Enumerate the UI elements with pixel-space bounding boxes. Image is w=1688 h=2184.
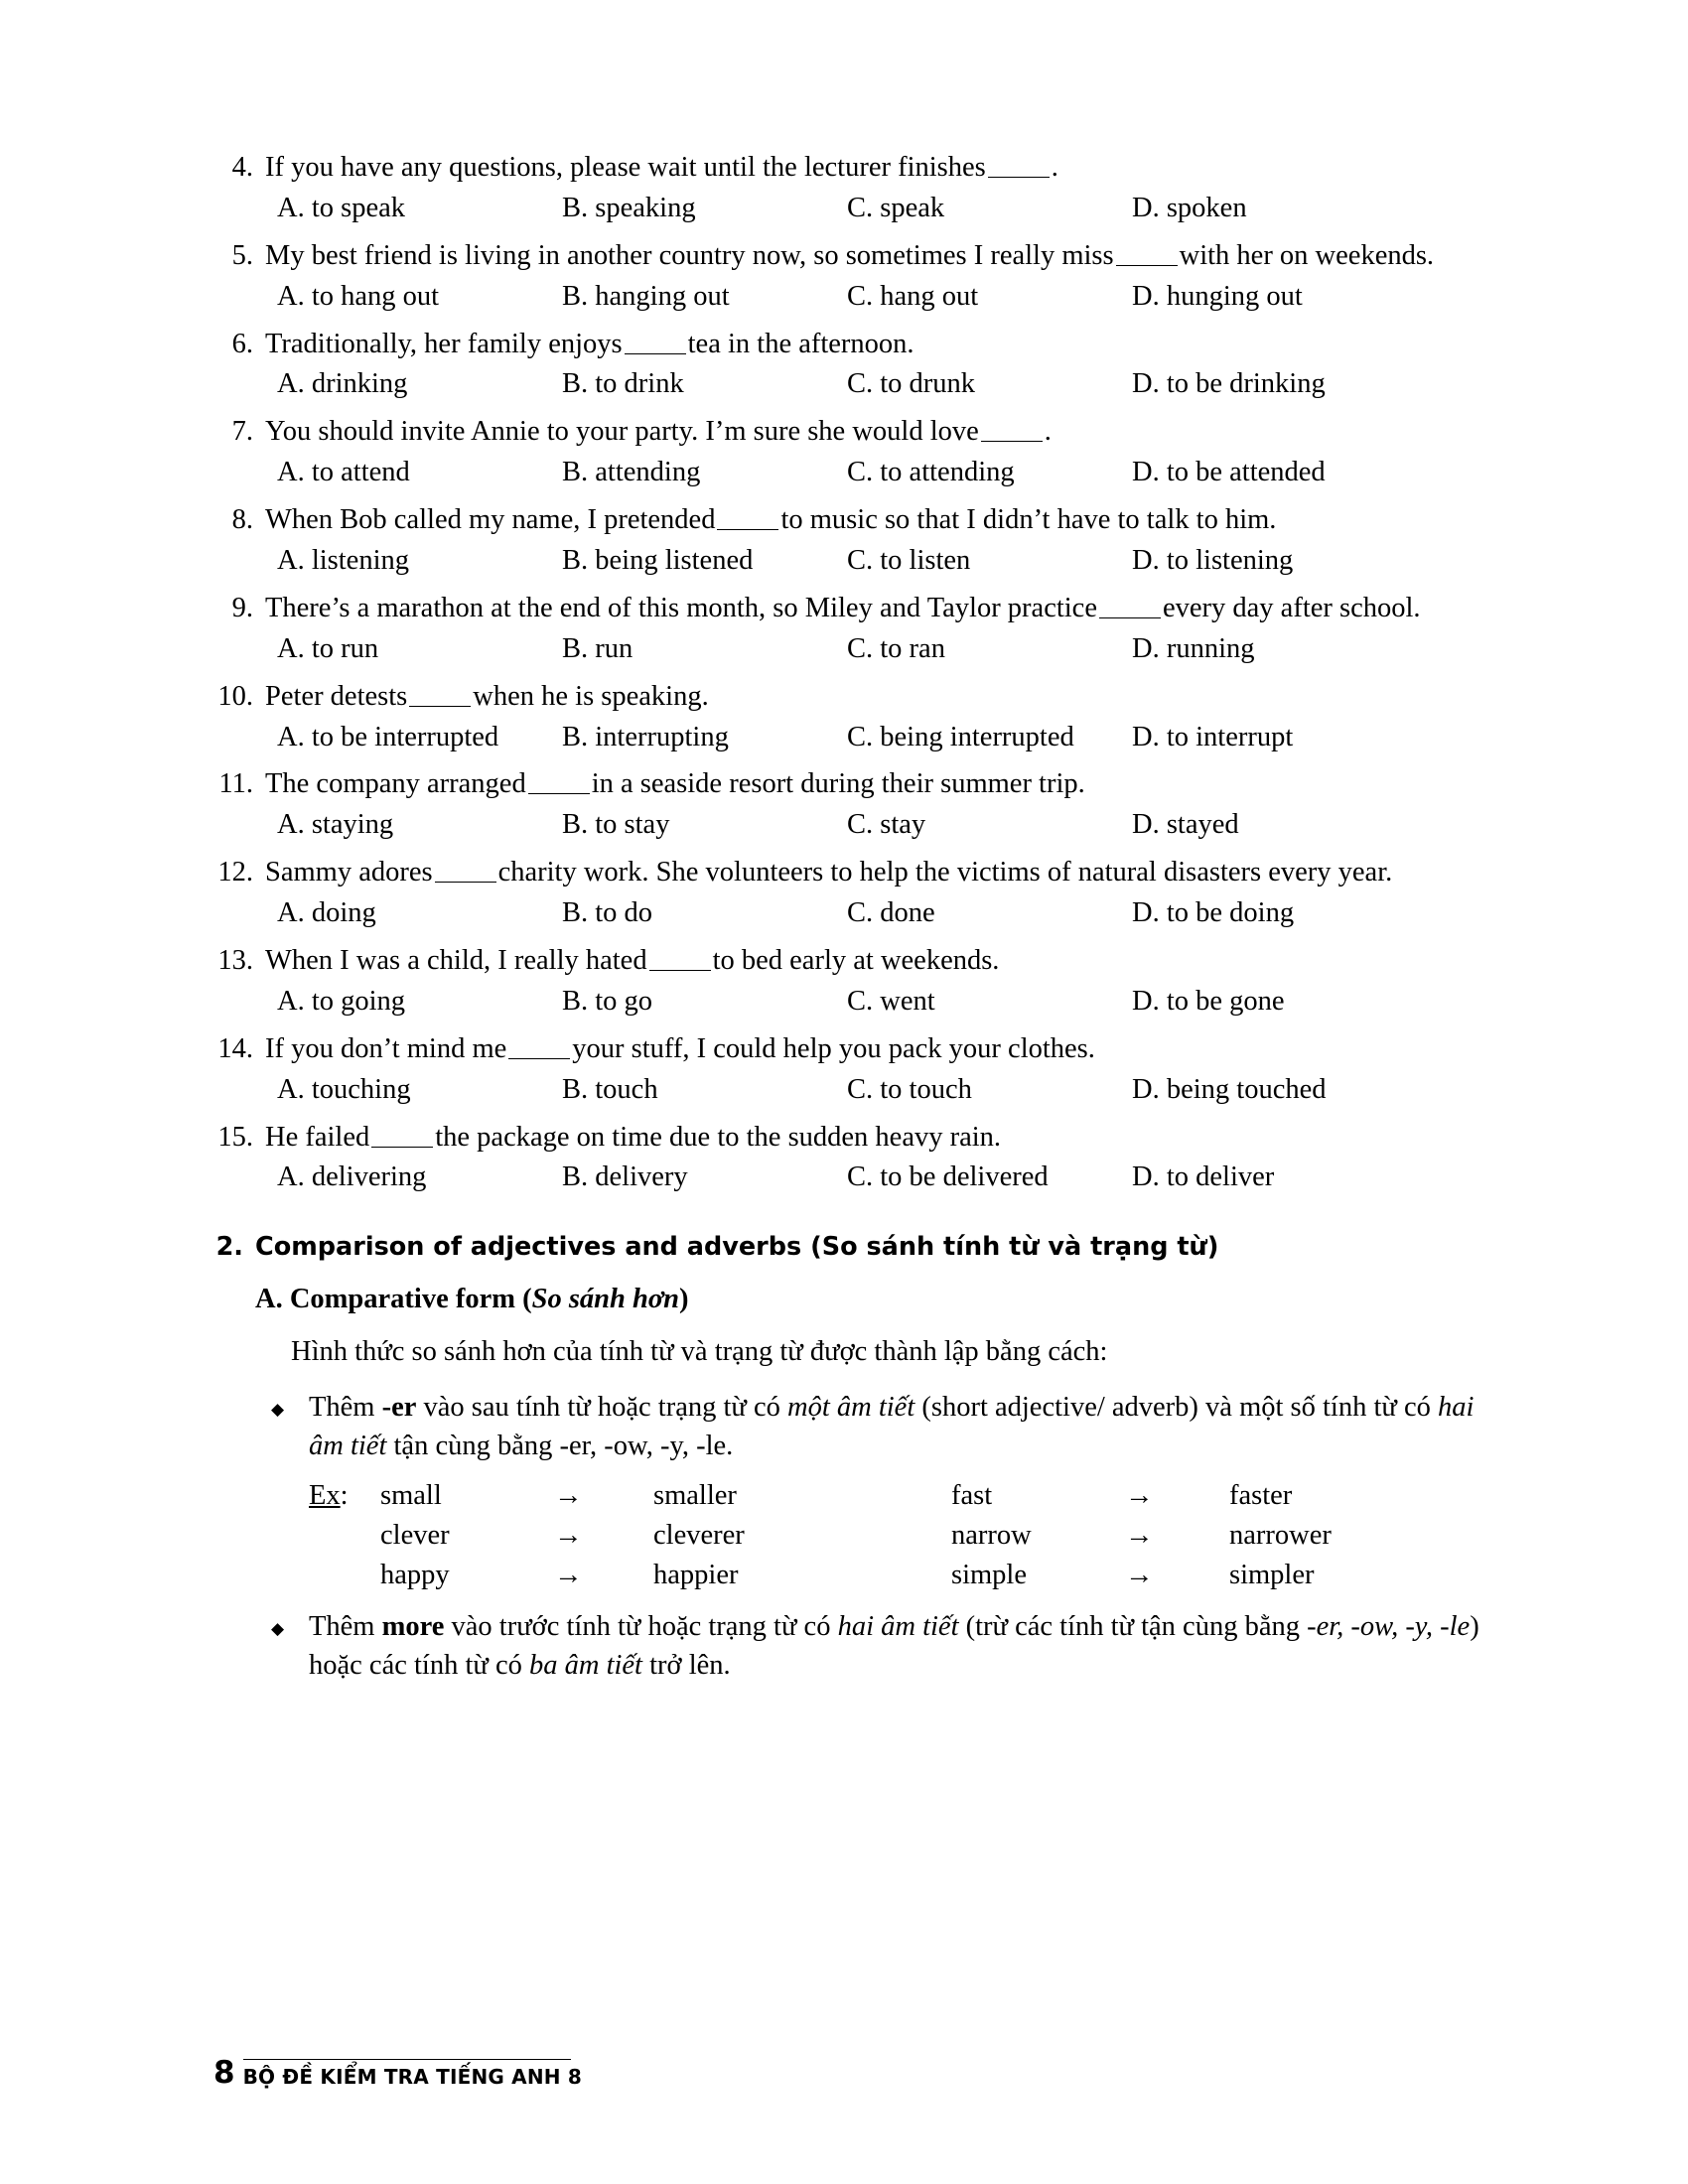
- option-d[interactable]: D. spoken: [1132, 192, 1247, 223]
- example-label-text: Ex: [309, 1479, 341, 1511]
- option-row: [277, 806, 1489, 844]
- option-row: [277, 365, 1489, 403]
- rule2-italic-two-syllable: hai âm tiết: [837, 1610, 959, 1642]
- example-result-left: cleverer: [653, 1519, 745, 1551]
- option-a[interactable]: A. to run: [277, 632, 379, 664]
- arrow-icon: →: [1125, 1519, 1154, 1551]
- option-c[interactable]: C. to ran: [847, 632, 945, 664]
- option-row: [277, 454, 1489, 491]
- option-d[interactable]: D. being touched: [1132, 1073, 1327, 1105]
- example-row: [309, 1520, 1489, 1552]
- option-row: [277, 719, 1489, 756]
- question-text-after: with her on weekends.: [1179, 239, 1435, 271]
- exercise-item: [213, 765, 1489, 844]
- question-text-before: The company arranged: [265, 768, 526, 800]
- answer-blank: [508, 1032, 570, 1059]
- option-d[interactable]: D. to be doing: [1132, 897, 1295, 929]
- rule1-part4: tận cùng bằng -er, -ow, -y, -le.: [386, 1431, 734, 1462]
- question-number: 4.: [231, 152, 253, 183]
- answer-blank: [1116, 239, 1178, 266]
- example-label-spacer: [309, 1520, 380, 1552]
- option-d[interactable]: D. stayed: [1132, 809, 1239, 841]
- question-text-before: Sammy adores: [265, 857, 433, 888]
- question-text: [265, 765, 1489, 803]
- question-number: 6.: [231, 328, 253, 359]
- page-number: 8: [213, 2055, 235, 2091]
- subsection-heading: [255, 1284, 1489, 1315]
- example-result-right: narrower: [1229, 1519, 1332, 1551]
- option-d[interactable]: D. hunging out: [1132, 280, 1303, 312]
- option-row: [277, 1071, 1489, 1109]
- rule2-part5: trở lên.: [641, 1649, 731, 1681]
- book-title: BỘ ĐỀ KIỂM TRA TIẾNG ANH 8: [242, 2065, 583, 2089]
- exercise-item: [213, 590, 1489, 668]
- subsection-vietnamese: So sánh hơn: [531, 1284, 679, 1315]
- question-number: 9.: [231, 592, 253, 623]
- rule-bullet-one: [271, 1388, 1489, 1466]
- example-result-right: faster: [1229, 1479, 1293, 1511]
- question-number: 15.: [217, 1121, 253, 1153]
- question-text-after: every day after school.: [1162, 592, 1421, 623]
- option-b[interactable]: B. to do: [562, 897, 653, 929]
- option-a[interactable]: A. to hang out: [277, 280, 440, 312]
- question-text-after: to bed early at weekends.: [712, 945, 1000, 977]
- option-a[interactable]: A. touching: [277, 1073, 411, 1105]
- option-a[interactable]: A. to going: [277, 985, 406, 1017]
- option-b[interactable]: B. speaking: [562, 192, 696, 223]
- option-b[interactable]: B. interrupting: [562, 721, 729, 752]
- option-d[interactable]: D. to be drinking: [1132, 368, 1326, 400]
- exercise-item: [213, 1030, 1489, 1109]
- question-number: 5.: [231, 239, 253, 271]
- example-row: [309, 1480, 1489, 1512]
- question-text-before: You should invite Annie to your party. I’m sure she would love: [265, 416, 979, 448]
- exercise-item: [213, 942, 1489, 1021]
- question-text-after: .: [1044, 416, 1052, 448]
- option-c[interactable]: C. being interrupted: [847, 721, 1074, 752]
- question-text-before: My best friend is living in another country now, so sometimes I really miss: [265, 239, 1114, 271]
- option-c[interactable]: C. to drunk: [847, 368, 976, 400]
- example-result-left: smaller: [653, 1479, 737, 1511]
- rule1-italic-one-syllable: một âm tiết: [787, 1391, 915, 1423]
- question-text: [265, 942, 1489, 980]
- question-text: [265, 326, 1489, 363]
- rule2-italic-three-syllable: ba âm tiết: [528, 1649, 642, 1681]
- rule2-part3: (trừ các tính từ tận cùng bằng: [958, 1610, 1308, 1642]
- footer-divider: [243, 2059, 571, 2060]
- question-text-before: He failed: [265, 1121, 370, 1153]
- answer-blank: [528, 767, 590, 794]
- question-number: 14.: [217, 1032, 253, 1064]
- answer-blank: [717, 503, 778, 530]
- rule-bullet-one-text: [309, 1388, 1489, 1466]
- question-text-after: tea in the afternoon.: [687, 328, 914, 359]
- option-c[interactable]: C. done: [847, 897, 935, 929]
- question-text: [265, 413, 1489, 451]
- example-label-colon: :: [340, 1479, 349, 1511]
- exercise-item: [213, 501, 1489, 580]
- exercise-item: [213, 237, 1489, 316]
- example-table: [309, 1480, 1489, 1591]
- exercise-item: [213, 854, 1489, 932]
- example-base-right: fast: [951, 1479, 993, 1511]
- option-a[interactable]: A. to speak: [277, 192, 406, 223]
- rule1-bold-er: -er: [381, 1391, 417, 1423]
- question-text: [265, 590, 1489, 627]
- option-b[interactable]: B. attending: [562, 457, 701, 488]
- option-c[interactable]: C. to be delivered: [847, 1161, 1049, 1193]
- question-text-after: your stuff, I could help you pack your clothes.: [572, 1032, 1095, 1064]
- question-number: 8.: [231, 504, 253, 536]
- option-b[interactable]: B. to stay: [562, 809, 670, 841]
- question-text-after: when he is speaking.: [473, 680, 709, 712]
- answer-blank: [371, 1120, 433, 1147]
- arrow-icon: →: [554, 1519, 583, 1551]
- subsection-close-paren: ): [678, 1284, 689, 1315]
- section-number: 2.: [215, 1232, 243, 1263]
- arrow-icon: →: [554, 1559, 583, 1590]
- question-text: [265, 149, 1489, 187]
- page-footer: [213, 2055, 583, 2091]
- example-base-left: clever: [380, 1519, 450, 1551]
- question-text-before: If you have any questions, please wait until the lecturer finishes: [265, 152, 986, 183]
- question-text-before: Traditionally, her family enjoys: [265, 328, 623, 359]
- option-d[interactable]: D. to listening: [1132, 545, 1294, 577]
- option-b[interactable]: B. touch: [562, 1073, 658, 1105]
- rule1-part3: (short adjective/ adverb) và một số tính từ có: [914, 1391, 1438, 1423]
- arrow-icon: →: [1125, 1559, 1154, 1590]
- option-a[interactable]: A. to attend: [277, 457, 410, 488]
- option-c[interactable]: C. to attending: [847, 457, 1015, 488]
- question-number: 10.: [217, 680, 253, 712]
- rule-bullet-two: [271, 1607, 1489, 1686]
- option-d[interactable]: D. running: [1132, 632, 1255, 664]
- example-result-right: simpler: [1229, 1559, 1315, 1590]
- answer-blank: [435, 856, 496, 883]
- question-number: 13.: [217, 945, 253, 977]
- example-label-spacer: [309, 1560, 380, 1591]
- option-a[interactable]: A. drinking: [277, 368, 408, 400]
- exercise-item: [213, 326, 1489, 404]
- option-c[interactable]: C. speak: [847, 192, 945, 223]
- option-b[interactable]: B. to go: [562, 985, 653, 1017]
- example-base-left: small: [380, 1479, 442, 1511]
- option-row: [277, 542, 1489, 580]
- option-b[interactable]: B. hanging out: [562, 280, 730, 312]
- question-text: [265, 1030, 1489, 1068]
- question-number: 11.: [218, 768, 253, 800]
- option-row: [277, 190, 1489, 227]
- question-text-after: .: [1051, 152, 1058, 183]
- rule2-part4: ) hoặc các tính từ có: [309, 1610, 1479, 1681]
- option-d[interactable]: D. to interrupt: [1132, 721, 1294, 752]
- question-text-after: to music so that I didn’t have to talk to him.: [780, 504, 1277, 536]
- arrow-icon: →: [554, 1479, 583, 1511]
- example-base-right: simple: [951, 1559, 1027, 1590]
- rule-bullet-two-text: [309, 1607, 1489, 1686]
- option-c[interactable]: C. to touch: [847, 1073, 972, 1105]
- option-b[interactable]: B. run: [562, 632, 633, 664]
- example-label: [309, 1480, 380, 1512]
- question-text: [265, 501, 1489, 539]
- option-c[interactable]: C. stay: [847, 809, 926, 841]
- exercise-item: [213, 678, 1489, 756]
- option-d[interactable]: D. to deliver: [1132, 1161, 1275, 1193]
- example-result-left: happier: [653, 1559, 739, 1590]
- option-b[interactable]: B. being listened: [562, 545, 754, 577]
- example-base-left: happy: [380, 1559, 450, 1590]
- question-text-after: charity work. She volunteers to help the victims of natural disasters every year.: [497, 857, 1393, 888]
- question-text: [265, 237, 1489, 275]
- question-text: [265, 1119, 1489, 1157]
- diamond-bullet-icon: ◆: [271, 1399, 285, 1419]
- question-text-after: in a seaside resort during their summer trip.: [591, 768, 1085, 800]
- rule1-italic-two-syllable: hai âm tiết: [309, 1391, 1475, 1462]
- section-title: Comparison of adjectives and adverbs (So sánh tính từ và trạng từ): [255, 1232, 1219, 1263]
- diamond-bullet-icon: ◆: [271, 1618, 285, 1638]
- answer-blank: [988, 151, 1050, 178]
- answer-blank: [625, 327, 686, 353]
- option-row: [277, 630, 1489, 668]
- rule2-bold-more: more: [381, 1610, 445, 1642]
- option-b[interactable]: B. to drink: [562, 368, 684, 400]
- option-b[interactable]: B. delivery: [562, 1161, 688, 1193]
- arrow-icon: →: [1125, 1479, 1154, 1511]
- rule1-part2: vào sau tính từ hoặc trạng từ có: [416, 1391, 787, 1423]
- intro-paragraph: Hình thức so sánh hơn của tính từ và trạng từ được thành lập bằng cách:: [291, 1336, 1108, 1368]
- exercise-item: [213, 149, 1489, 227]
- option-a[interactable]: A. listening: [277, 545, 409, 577]
- rule2-part1: Thêm: [309, 1610, 382, 1642]
- answer-blank: [1099, 592, 1161, 618]
- answer-blank: [409, 679, 471, 706]
- question-text-after: the package on time due to the sudden heavy rain.: [435, 1121, 1002, 1153]
- option-row: [277, 278, 1489, 316]
- question-text-before: When I was a child, I really hated: [265, 945, 647, 977]
- question-number: 12.: [217, 857, 253, 888]
- rule1-part1: Thêm: [309, 1391, 382, 1423]
- question-text: [265, 854, 1489, 891]
- option-d[interactable]: D. to be attended: [1132, 457, 1326, 488]
- option-c[interactable]: C. went: [847, 985, 935, 1017]
- answer-blank: [981, 415, 1043, 442]
- option-row: [277, 894, 1489, 932]
- exercise-item: [213, 1119, 1489, 1197]
- question-text-before: If you don’t mind me: [265, 1032, 507, 1064]
- question-text-before: There’s a marathon at the end of this month, so Miley and Taylor practice: [265, 592, 1097, 623]
- question-text-before: When Bob called my name, I pretended: [265, 504, 716, 536]
- option-a[interactable]: A. staying: [277, 809, 394, 841]
- option-a[interactable]: A. to be interrupted: [277, 721, 499, 752]
- question-text: [265, 678, 1489, 716]
- exercise-list: [213, 149, 1489, 1196]
- example-row: [309, 1560, 1489, 1591]
- exercise-item: [213, 413, 1489, 491]
- example-base-right: narrow: [951, 1519, 1032, 1551]
- option-row: [277, 983, 1489, 1021]
- subsection-label: A. Comparative form (: [255, 1284, 532, 1315]
- option-c[interactable]: C. to listen: [847, 545, 971, 577]
- question-number: 7.: [231, 416, 253, 448]
- section-heading: [213, 1232, 1489, 1262]
- answer-blank: [649, 944, 711, 971]
- option-a[interactable]: A. doing: [277, 897, 376, 929]
- rule2-part2: vào trước tính từ hoặc trạng từ có: [444, 1610, 838, 1642]
- option-a[interactable]: A. delivering: [277, 1161, 427, 1193]
- question-text-before: Peter detests: [265, 680, 408, 712]
- rule2-italic-suffixes: -er, -ow, -y, -le: [1307, 1610, 1471, 1642]
- option-c[interactable]: C. hang out: [847, 280, 979, 312]
- option-row: [277, 1159, 1489, 1196]
- option-d[interactable]: D. to be gone: [1132, 985, 1285, 1017]
